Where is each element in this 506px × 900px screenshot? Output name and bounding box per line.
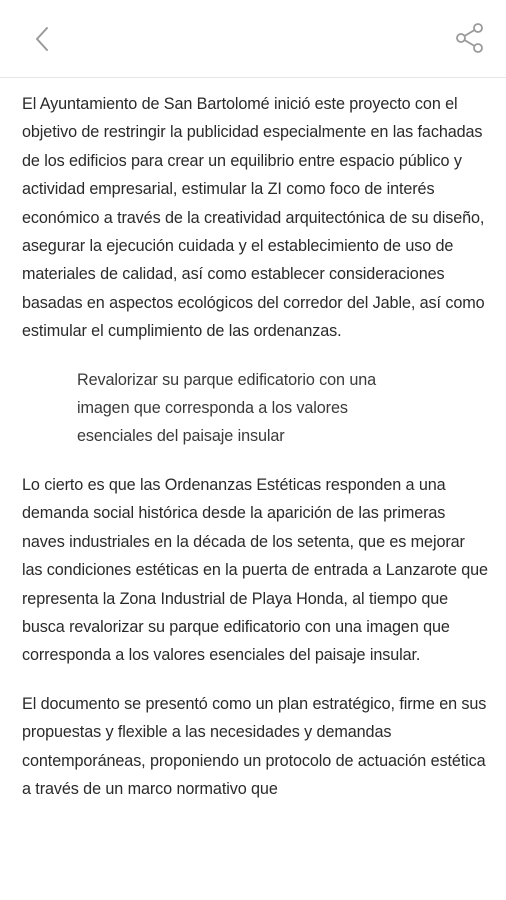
top-app-bar	[0, 0, 506, 78]
article-quote: Revalorizar su parque edificatorio con una imagen que corresponda a los valores esenciales del paisaje insular	[77, 370, 377, 446]
article-paragraph: El Ayuntamiento de San Bartolomé inició este proyecto con el objetivo de restringir la publicidad especialmente en las fachadas de los edificios para crear un equilibrio entre espacio público y actividad empresarial, estimular la ZI como foco de interés económico a través de la creatividad arquitectónica de su diseño, asegurar la ejecución cuidada y el establecimiento de uso de materiales de calidad, así como establecer consideraciones basadas en aspectos ecológicos del corredor del Jable, así como estimular el cumplimiento de las ordenanzas.	[22, 95, 485, 341]
article-paragraph: El documento se presentó como un plan estratégico, firme en sus propuestas y flexible a las necesidades y demandas contemporáneas, proponiendo un protocolo de actuación estética a través de un marco normativo que	[22, 694, 487, 798]
chevron-left-icon	[33, 25, 51, 53]
article-body	[22, 90, 488, 803]
article-paragraph: Lo cierto es que las Ordenanzas Estéticas responden a una demanda social histórica desde la aparición de las primeras naves industriales en la década de los setenta, que es mejorar las condiciones estéticas en la puerta de entrada a Lanzarote que representa la Zona Industrial de Playa Honda, al tiempo que busca revalorizar su parque edificatorio con una imagen que corresponda a los valores esenciales del paisaje insular.	[22, 475, 488, 665]
share-button[interactable]	[448, 16, 492, 60]
share-icon	[454, 22, 486, 54]
back-button[interactable]	[22, 18, 62, 60]
